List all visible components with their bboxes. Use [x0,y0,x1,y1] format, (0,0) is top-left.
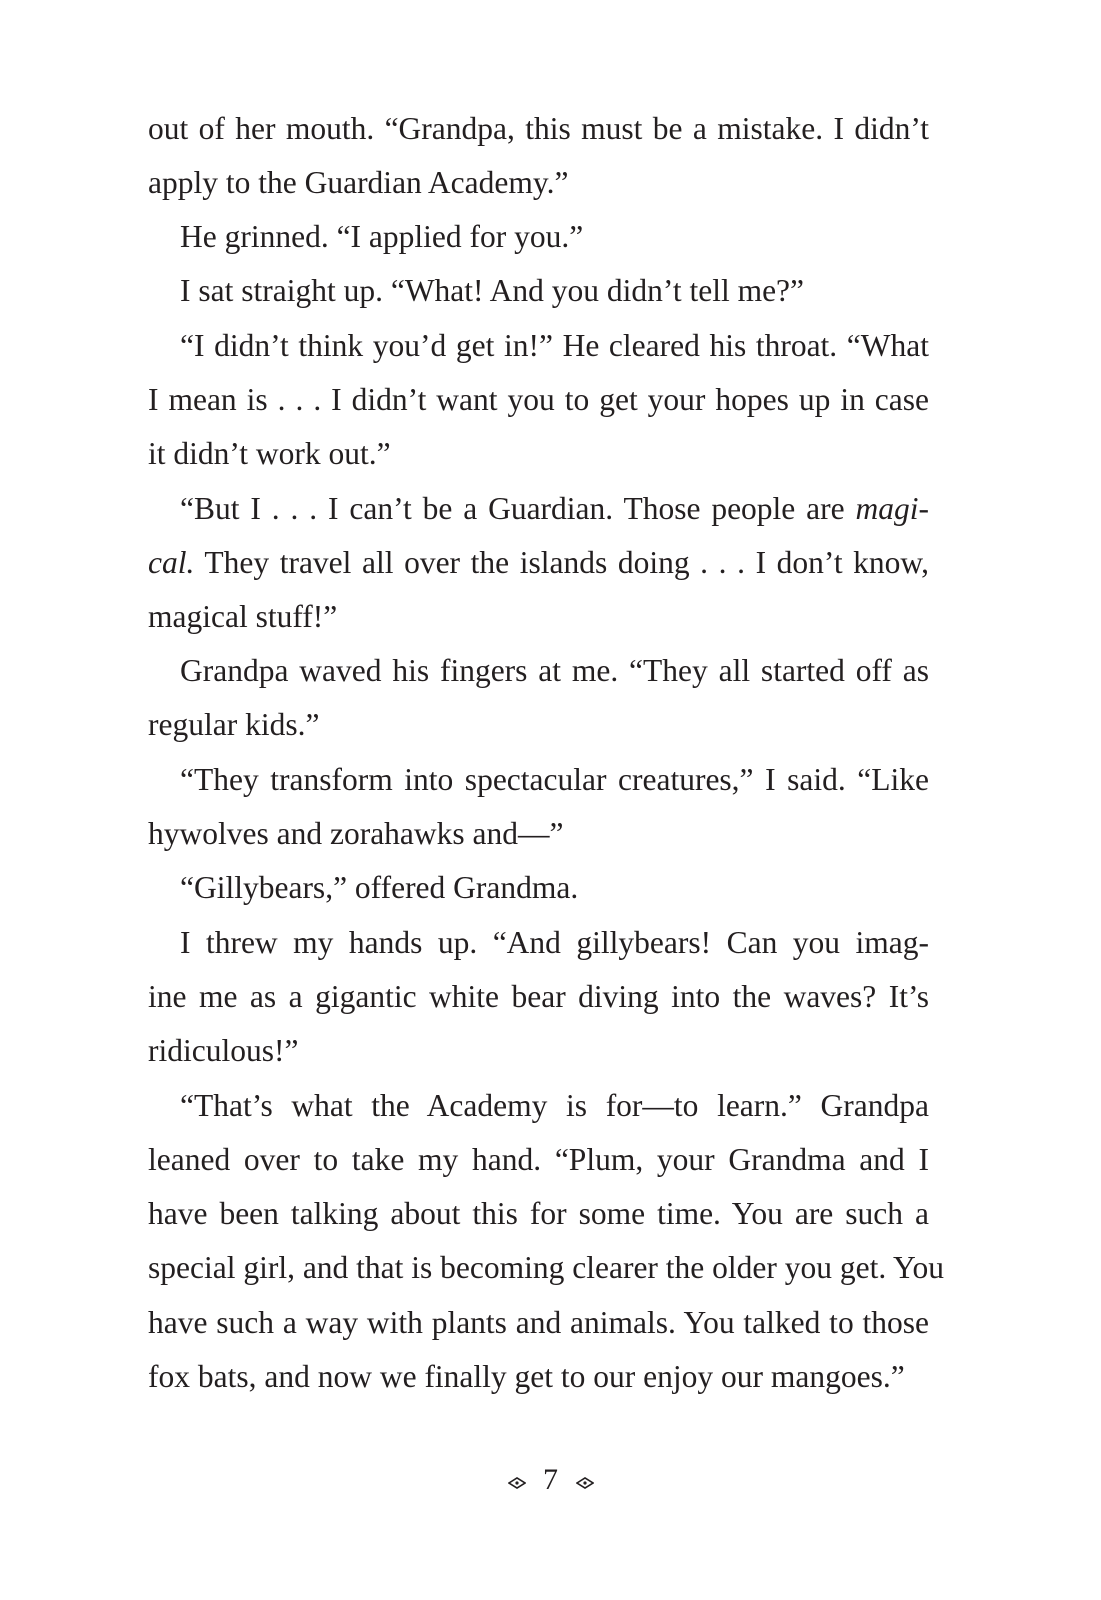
line-segment: ridiculous!” [148,1033,299,1068]
diamond-ornament-icon [576,1460,594,1500]
diamond-ornament-icon [508,1460,526,1500]
line-segment: “Gillybears,” offered Grandma. [180,870,579,905]
text-line [148,651,929,691]
text-line [148,1194,929,1234]
text-line [148,109,929,149]
text-line [148,923,929,963]
text-line [148,380,929,420]
line-segment: regular kids.” [148,707,320,742]
text-line [148,543,929,583]
text-line [148,1357,929,1397]
line-segment: I mean is . . . I didn’t want you to get your hopes up in case [148,382,929,417]
line-segment: leaned over to take my hand. “Plum, your Grandma and I [148,1142,929,1177]
line-segment: ine me as a gigantic white bear diving into the waves? It’s [148,979,929,1014]
line-segment: special girl, and that is becoming clearer the older you get. You [148,1250,945,1285]
page-number: 7 [543,1463,558,1497]
line-segment: “I didn’t think you’d get in!” He cleared his throat. “What [180,328,929,363]
line-segment: “That’s what the Academy is for—to learn.” Grandpa [180,1088,929,1123]
line-segment: magical stuff!” [148,599,338,634]
text-line [148,326,929,366]
line-segment: have such a way with plants and animals. You talked to those [148,1305,929,1340]
page-number-footer [0,1458,1101,1498]
line-segment: I threw my hands up. “And gillybears! Can you imag- [180,925,929,960]
line-segment: fox bats, and now we finally get to our enjoy our mangoes.” [148,1359,905,1394]
line-segment: hywolves and zorahawks and—” [148,816,564,851]
line-segment: out of her mouth. “Grandpa, this must be a mistake. I didn’t [148,111,929,146]
text-line [148,1248,945,1288]
line-segment: He grinned. “I applied for you.” [180,219,584,254]
line-segment-italic: cal. [148,545,195,580]
text-line [148,163,929,203]
text-line [148,489,929,529]
text-line [148,868,929,908]
text-line [148,434,929,474]
line-segment: “But I . . . I can’t be a Guardian. Those people are [180,491,856,526]
line-segment: Grandpa waved his fingers at me. “They all started off as [180,653,929,688]
line-segment: have been talking about this for some time. You are such a [148,1196,929,1231]
line-segment: “They transform into spectacular creatures,” I said. “Like [180,762,929,797]
text-line [148,1140,929,1180]
line-segment: I sat straight up. “What! And you didn’t tell me?” [180,273,805,308]
text-line [148,814,929,854]
line-segment: it didn’t work out.” [148,436,391,471]
text-line [148,1303,929,1343]
text-line [148,1086,929,1126]
text-line [148,760,929,800]
text-line [148,705,929,745]
line-segment: They travel all over the islands doing . . . I don’t know, [194,545,929,580]
line-segment: apply to the Guardian Academy.” [148,165,569,200]
text-line [148,597,929,637]
text-line [148,977,929,1017]
text-line [148,1031,929,1071]
text-line [148,217,929,257]
text-line [148,271,929,311]
line-segment-italic: magi- [855,491,929,526]
